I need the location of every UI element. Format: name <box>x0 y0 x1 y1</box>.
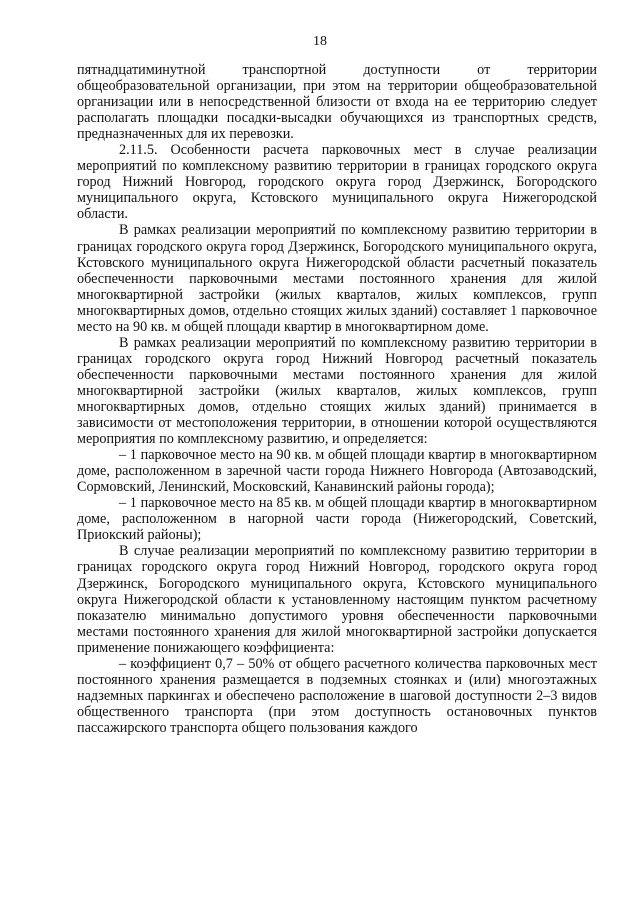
list-item: – коэффициент 0,7 – 50% от общего расчетного количества парковочных мест постоянного хранения размещается в подземных стоянках и (или) многоэтажных надземных паркингах и обеспечено расположение в шаговой доступности 2–3 видов общественного транспорта (при этом доступность остановочных пунктов пассажирского транспорта общего пользования каждого <box>77 655 597 736</box>
page-number: 18 <box>313 34 327 49</box>
list-item: – 1 парковочное место на 90 кв. м общей площади квартир в многоквартирном доме, расположенном в заречной части города Нижнего Новгорода (Автозаводский, Сормовский, Ленинский, Московский, Канавинский районы города); <box>77 447 597 496</box>
paragraph: В случае реализации мероприятий по комплексному развитию территории в границах городского округа город Нижний Новгород, городского округа город Дзержинск, Богородского муниципального округа, Кстовского муниципального округа Нижегородской области к установленному настоящим пунктом расчетному показателю минимально допустимого уровня обеспеченности парковочными местами постоянного хранения для жилой многоквартирной застройки допускается применение понижающего коэффициента: <box>77 543 597 656</box>
paragraph: В рамках реализации мероприятий по комплексному развитию территории в границах городского округа город Нижний Новгород расчетный показатель обеспеченности парковочными местами постоянного хранения для жилой многоквартирной застройки (жилых кварталов, жилых комплексов, групп многоквартирных домов, отдельно стоящих жилых зданий) принимается в зависимости от местоположения территории, в отношении которой осуществляются мероприятия по комплексному развитию, и определяется: <box>77 334 597 448</box>
paragraph-continuation: пятнадцатиминутной транспортной доступности от территории общеобразовательной организации, при этом на территории общеобразовательной организации или в непосредственной близости от входа на ее территорию следует располагать площадки посадки-высадки обучающихся из транспортных средств, предназначенных для их перевозки. <box>77 62 597 143</box>
paragraph: В рамках реализации мероприятий по комплексному развитию территории в границах городского округа город Дзержинск, Богородского муниципального округа, Кстовского муниципального округа Нижегородской области расчетный показатель обеспеченности парковочными местами постоянного хранения для жилой многоквартирной застройки (жилых кварталов, жилых комплексов, групп многоквартирных домов, отдельно стоящих жилых зданий) составляет 1 парковочное место на 90 кв. м общей площади квартир в многоквартирном доме. <box>77 222 597 335</box>
paragraph-section-heading: 2.11.5. Особенности расчета парковочных мест в случае реализации мероприятий по комплексному развитию территории в границах городского округа город Нижний Новгород, городского округа город Дзержинск, Богородского муниципального округа, Кстовского муниципального округа Нижегородской области. <box>77 142 597 223</box>
document-body <box>77 62 597 736</box>
list-item: – 1 парковочное место на 85 кв. м общей площади квартир в многоквартирном доме, расположенном в нагорной части города (Нижегородский, Советский, Приокский районы); <box>77 495 597 544</box>
